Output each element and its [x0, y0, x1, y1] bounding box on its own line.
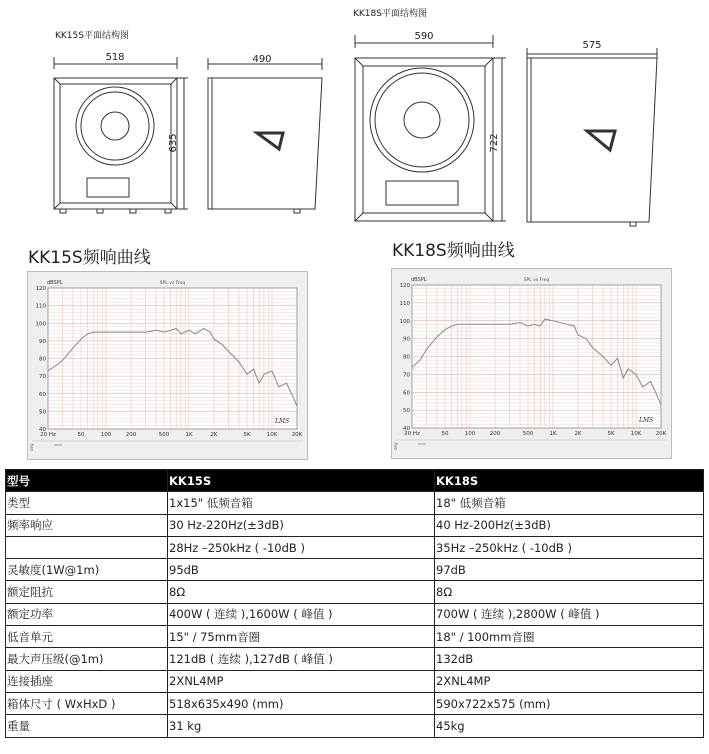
cabinet-drawings	[0, 0, 709, 235]
kk18-curve-title: KK18S频响曲线	[392, 241, 515, 261]
side-label: deg	[393, 442, 398, 450]
table-row	[6, 626, 704, 648]
kk15-side-view	[208, 58, 322, 213]
table-cell: 18" / 100mm音圈	[435, 626, 704, 648]
y-tick-label: 80	[403, 354, 410, 361]
kk15-curve-title: KK15S频响曲线	[28, 248, 151, 268]
y-tick-label: 100	[399, 318, 410, 325]
table-row	[6, 581, 704, 603]
table-cell: 类型	[6, 492, 168, 514]
x-tick-label: 50	[77, 432, 85, 438]
table-row	[6, 492, 704, 514]
x-tick-label: 500	[158, 432, 170, 438]
lms-logo: LMS	[275, 418, 290, 425]
x-tick-label: 200	[125, 432, 137, 438]
kk15-height-label: 635	[168, 133, 179, 153]
x-tick-label: 50	[441, 431, 449, 437]
chart-title: SPL vs Freq	[159, 281, 186, 286]
kk18-drawing-title: KK18S平面结构图	[353, 9, 427, 19]
kk15-drawing-title: KK15S平面结构图	[55, 31, 129, 41]
table-cell: 连接插座	[6, 670, 168, 692]
x-tick-label: 20 Hz	[404, 431, 420, 437]
kk18-frequency-chart	[391, 268, 672, 459]
table-header-row	[6, 470, 704, 492]
kk15-frequency-chart	[27, 271, 308, 460]
y-tick-label: 70	[403, 372, 410, 379]
table-cell: 590x722x575 (mm)	[435, 692, 704, 714]
y-tick-label: 120	[399, 283, 410, 289]
y-axis-label: dBSPL	[411, 277, 427, 283]
y-tick-label: 100	[35, 321, 46, 328]
table-row	[6, 536, 704, 558]
table-row	[6, 648, 704, 670]
table-cell: 重量	[6, 715, 168, 737]
y-tick-label: 90	[39, 338, 46, 345]
table-cell: 31 kg	[168, 715, 435, 737]
y-tick-label: 50	[39, 409, 46, 416]
kk15-depth-label: 490	[252, 54, 272, 65]
table-cell: 35Hz –250kHz ( -10dB )	[435, 536, 704, 558]
table-cell: 2XNL4MP	[435, 670, 704, 692]
table-cell: 额定阻抗	[6, 581, 168, 603]
table-cell: 1x15" 低频音箱	[168, 492, 435, 514]
y-tick-label: 60	[39, 391, 46, 398]
x-tick-label: 100	[464, 431, 476, 437]
table-cell: 15" / 75mm音圈	[168, 626, 435, 648]
x-tick-label: 20K	[291, 432, 303, 438]
x-tick-label: 20 Hz	[40, 432, 56, 438]
table-row	[6, 603, 704, 625]
table-cell: 最大声压级(@1m)	[6, 648, 168, 670]
y-tick-label: 90	[403, 336, 410, 343]
y-tick-label: 120	[35, 286, 46, 292]
y-tick-label: 110	[35, 303, 46, 310]
table-row	[6, 670, 704, 692]
y-tick-label: 80	[39, 356, 46, 363]
table-cell: 97dB	[435, 559, 704, 581]
x-tick-label: 1K	[549, 431, 557, 437]
table-cell: 400W ( 连续 ),1600W ( 峰值 )	[168, 603, 435, 625]
table-cell: 121dB ( 连续 ),127dB ( 峰值 )	[168, 648, 435, 670]
x-tick-label: 200	[489, 431, 501, 437]
table-cell: 8Ω	[168, 581, 435, 603]
table-cell: 700W ( 连续 ),2800W ( 峰值 )	[435, 603, 704, 625]
kk18-side-view	[527, 48, 657, 226]
table-cell: 18" 低频音箱	[435, 492, 704, 514]
x-tick-label: 5K	[243, 432, 251, 438]
table-cell: 箱体尺寸 ( WxHxD )	[6, 692, 168, 714]
table-row	[6, 559, 704, 581]
side-label: deg	[29, 443, 34, 451]
table-cell: 28Hz –250kHz ( -10dB )	[168, 536, 435, 558]
y-tick-label: 70	[39, 374, 46, 381]
table-cell: 45kg	[435, 715, 704, 737]
x-tick-label: 20K	[655, 431, 667, 437]
x-tick-label: 2K	[210, 432, 218, 438]
y-tick-label: 50	[403, 408, 410, 415]
table-cell: 95dB	[168, 559, 435, 581]
lms-logo: LMS	[639, 417, 654, 424]
table-cell: 40 Hz-200Hz(±3dB)	[435, 514, 704, 536]
y-tick-label: 110	[399, 300, 410, 307]
table-row	[6, 514, 704, 536]
chart-title: SPL vs Freq	[523, 278, 550, 283]
y-tick-label: 40	[39, 427, 46, 433]
table-cell: 2XNL4MP	[168, 670, 435, 692]
kk18-front-view	[355, 35, 506, 221]
spec-table	[5, 469, 704, 738]
table-row	[6, 715, 704, 737]
kk18-depth-label: 575	[582, 40, 602, 51]
x-tick-label: 2K	[574, 431, 582, 437]
x-tick-label: 100	[100, 432, 112, 438]
grid	[412, 285, 661, 428]
header-cell-kk15s: KK15S	[168, 470, 435, 492]
table-cell: 频率响应	[6, 514, 168, 536]
table-cell: 518x635x490 (mm)	[168, 692, 435, 714]
table-cell: 132dB	[435, 648, 704, 670]
header-cell-model: 型号	[6, 470, 168, 492]
x-tick-label: 5K	[607, 431, 615, 437]
table-cell: 8Ω	[435, 581, 704, 603]
table-row	[6, 692, 704, 714]
table-cell: 低音单元	[6, 626, 168, 648]
x-tick-label: 500	[522, 431, 534, 437]
y-axis-label: dBSPL	[47, 280, 63, 286]
table-cell: 灵敏度(1W@1m)	[6, 559, 168, 581]
x-tick-label: 1K	[185, 432, 193, 438]
table-cell	[6, 536, 168, 558]
table-cell: 30 Hz-220Hz(±3dB)	[168, 514, 435, 536]
table-cell: 额定功率	[6, 603, 168, 625]
header-cell-kk18s: KK18S	[435, 470, 704, 492]
kk18-width-label: 590	[414, 31, 434, 42]
y-tick-label: 60	[403, 390, 410, 397]
x-tick-label: 10K	[630, 431, 642, 437]
kk15-width-label: 518	[105, 52, 125, 63]
kk18-height-label: 722	[489, 133, 500, 153]
grid	[48, 288, 297, 429]
y-tick-label: 40	[403, 426, 410, 432]
x-tick-label: 10K	[266, 432, 278, 438]
